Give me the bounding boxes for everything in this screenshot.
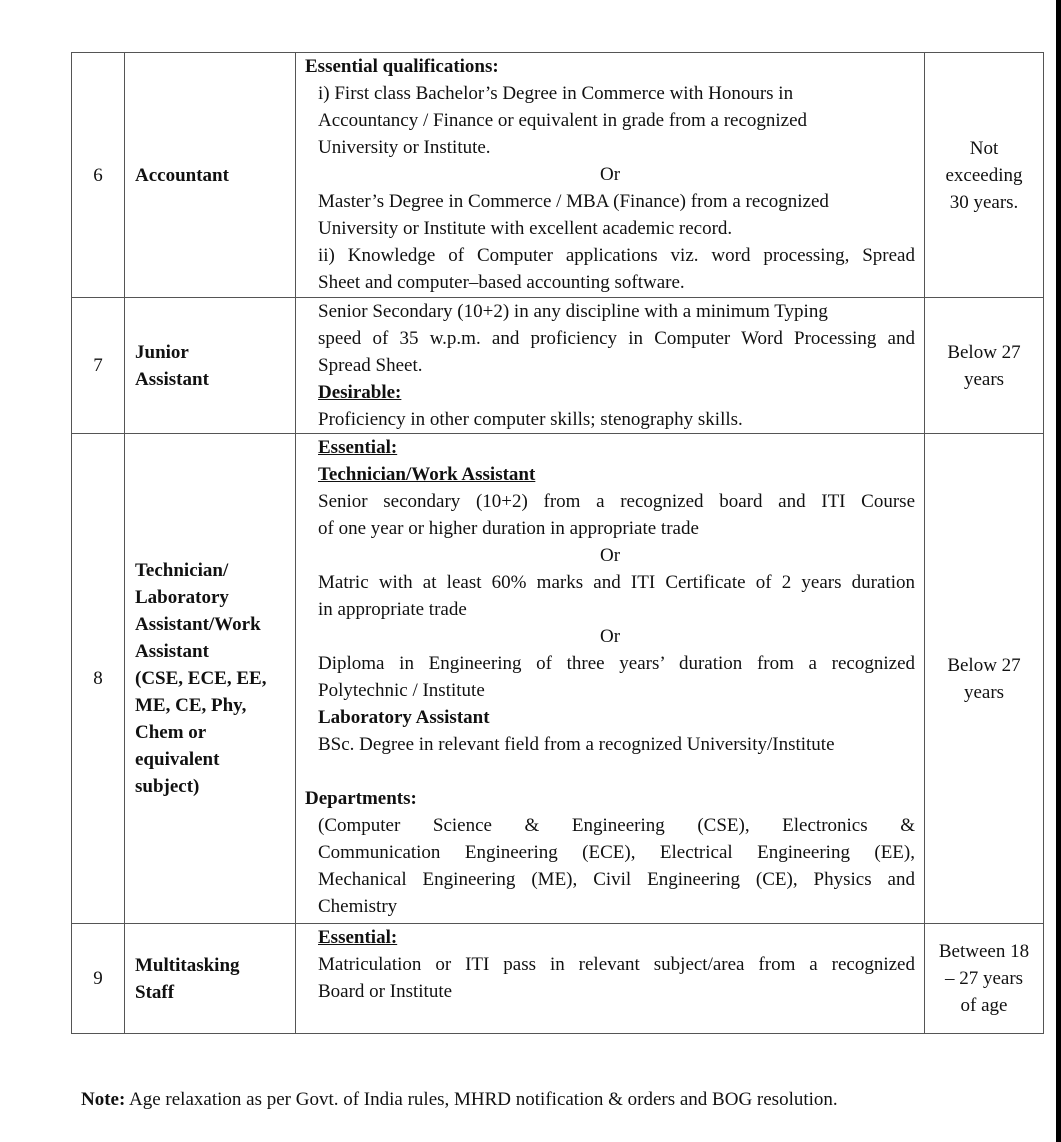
post-name-line: equivalent	[135, 749, 220, 770]
age-relaxation-note	[81, 1088, 838, 1112]
section-heading: Essential:	[318, 437, 398, 458]
qualification-line: Master’s Degree in Commerce / MBA (Finance) from a recognized	[318, 191, 829, 212]
age-limit-cell	[925, 434, 1044, 924]
qualification-line: Matric with at least 60% marks and ITI Certificate of 2 years duration	[318, 572, 915, 593]
qualification-line: Polytechnic / Institute	[318, 680, 485, 701]
post-name-line: Multitasking	[135, 954, 240, 976]
qualification-line: of one year or higher duration in appropriate trade	[318, 518, 699, 539]
row-number: 9	[72, 924, 125, 1034]
post-name-cell	[125, 298, 296, 434]
note-label: Note:	[81, 1089, 126, 1110]
post-name-line: Technician/	[135, 560, 229, 581]
age-limit-line: years	[963, 368, 1005, 390]
post-name-line: Junior	[135, 341, 189, 363]
age-limit-line: – 27 years	[944, 968, 1024, 989]
post-name-line: Accountant	[135, 164, 229, 186]
or-separator: Or	[599, 545, 621, 566]
row-number: 8	[72, 434, 125, 924]
qualification-line: Diploma in Engineering of three years’ duration from a recognized	[318, 653, 915, 674]
table-row	[72, 924, 1044, 1034]
post-name-cell	[125, 53, 296, 298]
row-number: 7	[72, 298, 125, 434]
post-name-line: subject)	[135, 776, 200, 797]
note-text: Age relaxation as per Govt. of India rules, MHRD notification & orders and BOG resolution.	[125, 1089, 838, 1110]
or-separator: Or	[599, 626, 621, 647]
qualifications-cell	[296, 924, 925, 1034]
qualification-line: Board or Institute	[318, 981, 453, 1002]
qualification-line: Sheet and computer–based accounting software.	[318, 272, 685, 293]
post-name-cell	[125, 924, 296, 1034]
age-limit-line: years	[963, 681, 1005, 703]
qualifications-cell	[296, 434, 925, 924]
qualification-line: Mechanical Engineering (ME), Civil Engineering (CE), Physics and	[318, 869, 915, 890]
age-limit-cell	[925, 924, 1044, 1034]
qualification-line: i) First class Bachelor’s Degree in Commerce with Honours in	[318, 83, 794, 104]
qualification-line: ii) Knowledge of Computer applications viz. word processing, Spread	[318, 245, 915, 266]
qualifications-table	[71, 52, 1044, 1034]
qualification-line: Spread Sheet.	[318, 355, 423, 376]
qualification-line: University or Institute.	[318, 137, 491, 158]
screen-edge	[1056, 0, 1061, 1142]
qualification-line: Chemistry	[318, 896, 398, 917]
post-name-line: Staff	[135, 981, 175, 1003]
post-name-line: Chem or	[135, 722, 207, 743]
qualifications-cell	[296, 298, 925, 434]
post-name-line: (CSE, ECE, EE,	[135, 668, 267, 689]
qualification-line: University or Institute with excellent academic record.	[318, 218, 733, 239]
age-limit-line: Below 27	[947, 341, 1021, 363]
table-row	[72, 53, 1044, 298]
age-limit-line: Between 18	[938, 941, 1030, 962]
section-heading: Technician/Work Assistant	[318, 464, 536, 485]
qualification-line: in appropriate trade	[318, 599, 467, 620]
age-limit-line: Below 27	[947, 654, 1021, 676]
qualification-line: Proficiency in other computer skills; stenography skills.	[318, 409, 743, 430]
post-name-line: Assistant/Work	[135, 614, 261, 635]
qualification-line	[305, 758, 915, 785]
qualification-line: speed of 35 w.p.m. and proficiency in Computer Word Processing and	[318, 328, 915, 349]
age-limit-cell	[925, 298, 1044, 434]
qualification-line: (Computer Science & Engineering (CSE), Electronics &	[318, 815, 915, 836]
qualification-line: Communication Engineering (ECE), Electrical Engineering (EE),	[318, 842, 915, 863]
section-heading: Essential:	[318, 927, 398, 948]
qualifications-cell	[296, 53, 925, 298]
age-limit-line: Not	[969, 137, 999, 159]
post-name-cell	[125, 434, 296, 924]
age-limit-line: of age	[960, 995, 1008, 1016]
or-separator: Or	[599, 164, 621, 185]
section-heading: Desirable:	[318, 382, 402, 403]
qualification-line: Matriculation or ITI pass in relevant subject/area from a recognized	[318, 954, 915, 975]
section-heading: Laboratory Assistant	[318, 707, 490, 728]
post-name-line: Assistant	[135, 641, 209, 662]
post-name-line: Laboratory	[135, 587, 229, 608]
post-name-line: ME, CE, Phy,	[135, 695, 247, 716]
table-row	[72, 298, 1044, 434]
qualification-line: BSc. Degree in relevant field from a recognized University/Institute	[318, 734, 835, 755]
age-limit-line: exceeding	[945, 164, 1023, 186]
post-name-line: Assistant	[135, 368, 209, 390]
qualification-line: Accountancy / Finance or equivalent in grade from a recognized	[318, 110, 808, 131]
section-heading: Departments:	[305, 788, 417, 809]
qualification-line: Senior secondary (10+2) from a recognized board and ITI Course	[318, 491, 915, 512]
qualification-line: Senior Secondary (10+2) in any discipline with a minimum Typing	[318, 301, 828, 322]
row-number: 6	[72, 53, 125, 298]
age-limit-line: 30 years.	[949, 191, 1019, 213]
table-row	[72, 434, 1044, 924]
age-limit-cell	[925, 53, 1044, 298]
section-heading: Essential qualifications:	[305, 56, 499, 77]
